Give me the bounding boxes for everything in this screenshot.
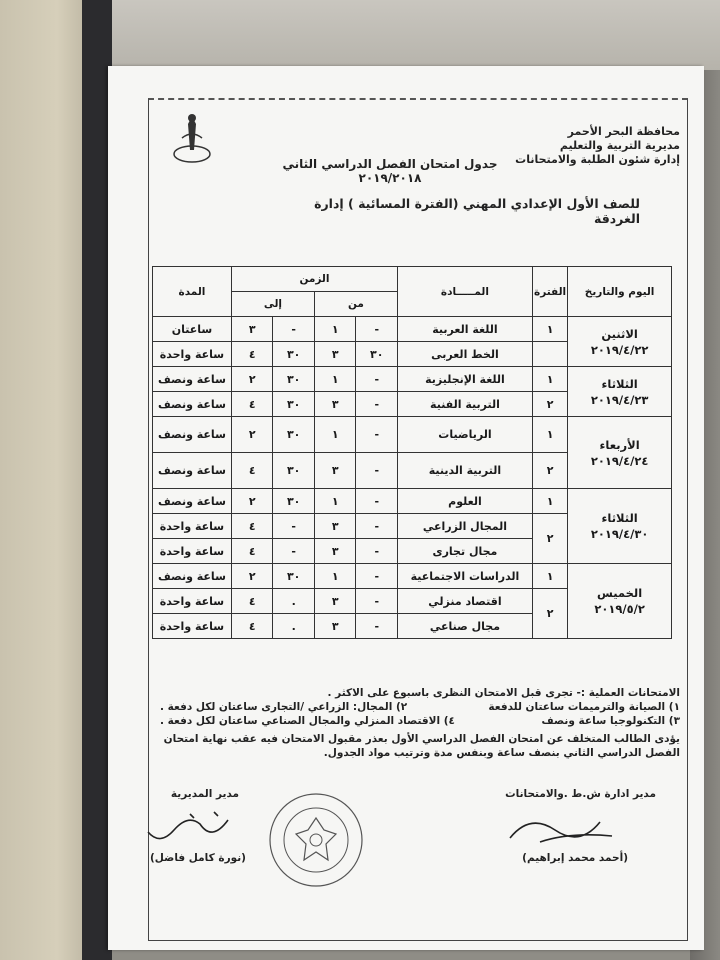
to-minute-cell: . xyxy=(273,589,315,614)
period-cell: ٢ xyxy=(532,589,567,639)
from-hour-cell: ٣ xyxy=(314,539,356,564)
subject-cell: التربية الدينية xyxy=(397,453,532,489)
subject-cell: الخط العربى xyxy=(397,342,532,367)
from-hour-cell: ١ xyxy=(314,317,356,342)
from-hour-cell: ٣ xyxy=(314,392,356,417)
table-row xyxy=(153,417,672,453)
from-hour-cell: ١ xyxy=(314,564,356,589)
subject-cell: مجال تجارى xyxy=(397,539,532,564)
duration-cell: ساعة واحدة xyxy=(153,589,232,614)
note-line: الفصل الدراسي الثاني بنصف ساعة وبنفس مدة وترتيب مواد الجدول. xyxy=(323,747,680,759)
to-hour-cell: ٢ xyxy=(231,489,273,514)
period-cell: ٢ xyxy=(532,453,567,489)
from-minute-cell: - xyxy=(356,489,398,514)
document-title: جدول امتحان الفصل الدراسي الثاني ٢٠١٩/٢٠١٨ xyxy=(282,157,498,185)
note-line: يؤدى الطالب المتخلف عن امتحان الفصل الدراسي الأول بعذر مقبول الامتحان فيه عقب نهاية امتحان xyxy=(163,733,680,745)
from-hour-cell: ٣ xyxy=(314,453,356,489)
directorate-label: مديرية التربية والتعليم xyxy=(559,139,680,152)
from-hour-cell: ٣ xyxy=(314,514,356,539)
period-cell: ١ xyxy=(532,489,567,514)
duration-cell: ساعة ونصف xyxy=(153,367,232,392)
table-row xyxy=(153,367,672,392)
table-row xyxy=(153,317,672,342)
subject-cell: المجال الزراعي xyxy=(397,514,532,539)
duration-cell: ساعة واحدة xyxy=(153,539,232,564)
from-minute-cell: - xyxy=(356,367,398,392)
to-minute-cell: ٣٠ xyxy=(273,564,315,589)
period-cell: ٢ xyxy=(532,514,567,564)
signature-left-icon xyxy=(140,806,250,850)
exam-schedule-table xyxy=(152,266,672,639)
to-minute-cell: ٣٠ xyxy=(273,392,315,417)
signature-name-left: (نورة كامل فاضل) xyxy=(150,852,246,864)
to-minute-cell: ٣٠ xyxy=(273,417,315,453)
to-hour-cell: ٤ xyxy=(231,514,273,539)
to-hour-cell: ٢ xyxy=(231,367,273,392)
to-hour-cell: ٢ xyxy=(231,564,273,589)
header-day-date: اليوم والتاريخ xyxy=(568,267,672,317)
from-minute-cell: ٣٠ xyxy=(356,342,398,367)
subject-cell: التربية الفنية xyxy=(397,392,532,417)
header-to: إلى xyxy=(231,292,314,317)
header-from: من xyxy=(314,292,397,317)
subject-cell: اللغة العربية xyxy=(397,317,532,342)
to-hour-cell: ٤ xyxy=(231,392,273,417)
from-minute-cell: - xyxy=(356,514,398,539)
department-label: إدارة شئون الطلبة والامتحانات xyxy=(515,153,680,166)
table-row xyxy=(153,564,672,589)
document-subtitle: للصف الأول الإعدادي المهني (الفترة المسائية ) إدارة الغردقة xyxy=(314,196,640,226)
to-hour-cell: ٣ xyxy=(231,317,273,342)
duration-cell: ساعة واحدة xyxy=(153,514,232,539)
to-hour-cell: ٤ xyxy=(231,342,273,367)
header-time: الزمن xyxy=(231,267,397,292)
subject-cell: الرياضيات xyxy=(397,417,532,453)
to-hour-cell: ٤ xyxy=(231,614,273,639)
header-block xyxy=(515,125,680,167)
from-hour-cell: ١ xyxy=(314,417,356,453)
note-line: ١) الصيانة والترميمات ساعتان للدفعة xyxy=(488,701,680,713)
to-minute-cell: ٣٠ xyxy=(273,489,315,514)
day-cell: الثلاثاء ٢٠١٩/٤/٣٠ xyxy=(568,489,672,564)
from-minute-cell: - xyxy=(356,539,398,564)
note-line: ٤) الاقتصاد المنزلي والمجال الصناعي ساعتان لكل دفعة . xyxy=(160,715,455,727)
to-minute-cell: ٣٠ xyxy=(273,367,315,392)
duration-cell: ساعتان xyxy=(153,317,232,342)
from-minute-cell: - xyxy=(356,417,398,453)
from-minute-cell: - xyxy=(356,589,398,614)
from-minute-cell: - xyxy=(356,317,398,342)
desk-surface xyxy=(0,0,95,960)
signature-right-icon xyxy=(500,808,620,852)
period-cell: ١ xyxy=(532,317,567,342)
duration-cell: ساعة ونصف xyxy=(153,392,232,417)
to-hour-cell: ٤ xyxy=(231,539,273,564)
day-cell: الأربعاء ٢٠١٩/٤/٢٤ xyxy=(568,417,672,489)
from-minute-cell: - xyxy=(356,392,398,417)
note-line: الامتحانات العملية :- تجرى قبل الامتحان النظرى باسبوع على الاكثر . xyxy=(327,687,680,699)
from-minute-cell: - xyxy=(356,564,398,589)
to-minute-cell: - xyxy=(273,539,315,564)
to-hour-cell: ٢ xyxy=(231,417,273,453)
subject-cell: مجال صناعي xyxy=(397,614,532,639)
from-hour-cell: ١ xyxy=(314,367,356,392)
signature-name-right: (أحمد محمد إبراهيم) xyxy=(522,852,628,864)
to-hour-cell: ٤ xyxy=(231,589,273,614)
header-duration: المدة xyxy=(153,267,232,317)
subject-cell: الدراسات الاجتماعية xyxy=(397,564,532,589)
official-seal-icon xyxy=(266,790,366,890)
subject-cell: العلوم xyxy=(397,489,532,514)
note-line: ٢) المجال: الزراعي /التجارى ساعتان لكل دفعة . xyxy=(160,701,408,713)
from-hour-cell: ١ xyxy=(314,489,356,514)
duration-cell: ساعة ونصف xyxy=(153,489,232,514)
from-hour-cell: ٣ xyxy=(314,589,356,614)
subject-cell: اقتصاد منزلي xyxy=(397,589,532,614)
signature-title-right: مدير ادارة ش.ط .والامتحانات xyxy=(505,788,656,800)
from-minute-cell: - xyxy=(356,614,398,639)
to-hour-cell: ٤ xyxy=(231,453,273,489)
period-cell xyxy=(532,342,567,367)
from-minute-cell: - xyxy=(356,453,398,489)
header-period: الفترة xyxy=(532,267,567,317)
table-row xyxy=(153,489,672,514)
signature-title-left: مدير المديرية xyxy=(170,788,240,800)
day-cell: الاثنين ٢٠١٩/٤/٢٢ xyxy=(568,317,672,367)
notes-block xyxy=(160,686,680,760)
period-cell: ١ xyxy=(532,564,567,589)
from-hour-cell: ٣ xyxy=(314,342,356,367)
to-minute-cell: - xyxy=(273,514,315,539)
subject-cell: اللغة الإنجليزية xyxy=(397,367,532,392)
from-hour-cell: ٣ xyxy=(314,614,356,639)
day-cell: الثلاثاء ٢٠١٩/٤/٢٣ xyxy=(568,367,672,417)
period-cell: ١ xyxy=(532,417,567,453)
ministry-logo-icon xyxy=(170,110,214,168)
governorate-label: محافظة البحر الأحمر xyxy=(567,125,680,138)
period-cell: ٢ xyxy=(532,392,567,417)
to-minute-cell: ٣٠ xyxy=(273,342,315,367)
duration-cell: ساعة ونصف xyxy=(153,453,232,489)
note-line: ٣) التكنولوجيا ساعة ونصف xyxy=(541,715,680,727)
to-minute-cell: . xyxy=(273,614,315,639)
duration-cell: ساعة واحدة xyxy=(153,614,232,639)
period-cell: ١ xyxy=(532,367,567,392)
header-subject: المـــــادة xyxy=(397,267,532,317)
to-minute-cell: ٣٠ xyxy=(273,453,315,489)
duration-cell: ساعة ونصف xyxy=(153,417,232,453)
duration-cell: ساعة ونصف xyxy=(153,564,232,589)
to-minute-cell: - xyxy=(273,317,315,342)
duration-cell: ساعة واحدة xyxy=(153,342,232,367)
day-cell: الخميس ٢٠١٩/٥/٢ xyxy=(568,564,672,639)
